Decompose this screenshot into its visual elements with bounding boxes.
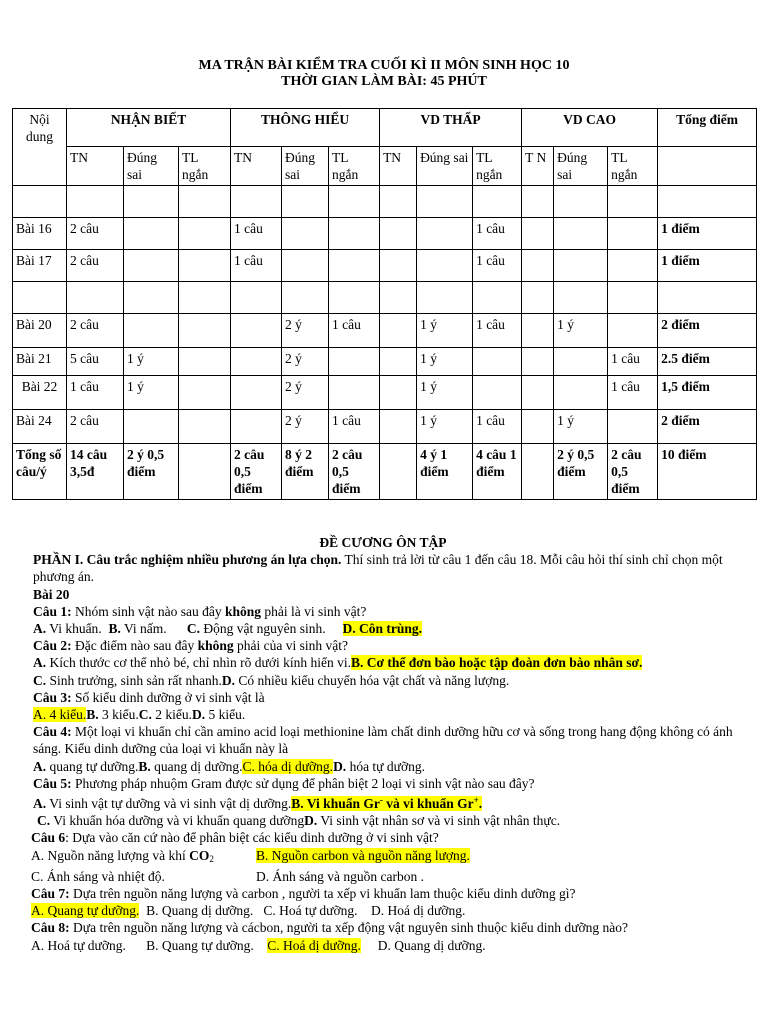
document-title: MA TRẬN BÀI KIỂM TRA CUỐI KÌ II MÔN SINH HỌC 10 [198,58,570,73]
table-cell [329,250,380,282]
table-cell [282,218,329,250]
total-row-label: Tổng số câu/ý [13,444,67,500]
question-6: Câu 6: Dựa vào căn cứ nào để phân biệt các kiểu dinh dưỡng ở vi sinh vật? [31,830,439,846]
header-total: Tổng điểm [658,109,757,147]
table-cell: 2 câu [67,250,124,282]
subheader-cell: T N [522,147,554,186]
subheader-cell: Đúng sai [282,147,329,186]
row-total: 1 điểm [658,218,757,250]
table-cell [554,376,608,410]
table-cell [554,186,608,218]
table-cell [417,282,473,314]
table-cell [608,218,658,250]
table-cell: 2 câu [67,314,124,348]
subheader-cell: TL ngắn [329,147,380,186]
table-cell [380,376,417,410]
total-cell: 4 ý 1 điểm [417,444,473,500]
table-cell [179,250,231,282]
table-cell: 2 ý [282,410,329,444]
total-cell: 2 câu 0,5 điểm [329,444,380,500]
table-cell: 1 câu [473,410,522,444]
table-cell: 1 ý [417,348,473,376]
table-cell [124,218,179,250]
table-cell [380,282,417,314]
table-cell [473,376,522,410]
table-cell [67,282,124,314]
subheader-cell: TN [67,147,124,186]
table-cell [179,314,231,348]
table-cell [124,250,179,282]
table-cell: 1 câu [608,348,658,376]
table-cell [473,348,522,376]
table-cell: 1 câu [67,376,124,410]
table-cell: 2 câu [67,410,124,444]
table-cell [417,250,473,282]
table-cell [329,218,380,250]
table-cell [179,348,231,376]
table-row [13,186,757,218]
question-6-options-ab: A. Nguồn năng lượng và khí $CO_2$ B. Nguồn carbon và nguồn năng lượng. [31,847,470,864]
table-cell [608,186,658,218]
table-cell: 1 ý [554,314,608,348]
table-row [13,282,757,314]
table-cell: 1 câu [608,376,658,410]
question-5-options-ab: A. Vi sinh vật tự dưỡng và vi sinh vật dị dưỡng.B. Vi khuẩn Gr- và vi khuẩn Gr+. [33,795,483,812]
row-total: 2 điểm [658,314,757,348]
total-cell: 2 câu 0,5 điểm [231,444,282,500]
table-cell [473,186,522,218]
q3-answer-highlight: A. 4 kiểu. [33,707,87,723]
assessment-matrix-table [12,108,757,500]
table-cell [380,186,417,218]
row-label: Bài 24 [13,410,67,444]
total-cell [522,444,554,500]
table-cell [522,314,554,348]
header-vd-cao: VD CAO [522,109,658,147]
table-cell [554,218,608,250]
table-cell: 1 ý [417,314,473,348]
table-cell [608,410,658,444]
table-cell [124,186,179,218]
table-cell: 1 câu [231,250,282,282]
table-cell [380,218,417,250]
row-label [13,186,67,218]
subheader-cell: TL ngắn [608,147,658,186]
table-row [13,376,757,410]
question-5: Câu 5: Phương pháp nhuộm Gram được sử dụng để phân biệt 2 loại vi sinh vật nào sau đây? [33,775,535,791]
table-cell [380,348,417,376]
table-cell: 1 câu [231,218,282,250]
question-8-options: A. Hoá tự dưỡng. B. Quang tự dưỡng. C. Hoá dị dưỡng. D. Quang dị dưỡng. [31,937,486,953]
subheader-cell: TN [380,147,417,186]
table-cell: 1 ý [554,410,608,444]
question-5-options-cd: C. Vi khuẩn hóa dưỡng và vi khuẩn quang dưỡngD. Vi sinh vật nhân sơ và vi sinh vật nhân thực. [37,813,561,829]
table-cell [231,376,282,410]
subheader-cell: TL ngắn [473,147,522,186]
table-cell [522,376,554,410]
table-cell: 1 câu [329,410,380,444]
q2-answer-highlight: B. Cơ thể đơn bào hoặc tập đoàn đơn bào nhân sơ. [351,655,643,671]
grand-total: 10 điểm [658,444,757,500]
question-4-options: A. quang tự dưỡng.B. quang dị dưỡng.C. hóa dị dưỡng.D. hóa tự dưỡng. [33,758,425,774]
subheader-cell: Đúng sai [417,147,473,186]
table-cell [231,282,282,314]
table-cell [282,250,329,282]
table-cell [417,186,473,218]
subheader-cell: TL ngắn [179,147,231,186]
total-cell: 2 ý 0,5 điểm [124,444,179,500]
table-cell: 1 câu [473,250,522,282]
subheader-cell: TN [231,147,282,186]
total-cell [380,444,417,500]
table-cell: 2 ý [282,376,329,410]
table-cell [231,314,282,348]
table-row [13,250,757,282]
total-cell: 2 ý 0,5 điểm [554,444,608,500]
row-total [658,282,757,314]
header-thong-hieu: THÔNG HIỂU [231,109,380,147]
table-cell [231,186,282,218]
table-cell [554,348,608,376]
lesson-heading: Bài 20 [33,586,70,602]
row-label: Bài 22 [13,376,67,410]
table-cell: 1 câu [329,314,380,348]
table-cell: 5 câu [67,348,124,376]
question-2-options-ab: A. Kích thước cơ thể nhỏ bé, chỉ nhìn rõ dưới kính hiển vi.B. Cơ thể đơn bào hoặc tập đoàn đơn bào nhân sơ. [33,655,643,671]
table-cell [522,186,554,218]
table-cell [329,186,380,218]
table-cell [608,250,658,282]
table-cell [417,218,473,250]
q8-answer-highlight: C. Hoá dị dưỡng. [267,937,361,953]
question-7-options: A. Quang tự dưỡng. B. Quang dị dưỡng. C. Hoá tự dưỡng. D. Hoá dị dưỡng. [31,903,466,919]
question-4: Câu 4: Một loại vi khuẩn chỉ cần amino acid loại methionine làm chất dinh dưỡng hữu cơ và sống trong hang động không có ánh sáng. Kiểu dinh dưỡng của loại vi khuẩn này là [33,724,733,757]
header-vd-thap: VD THẤP [380,109,522,147]
table-cell [282,186,329,218]
table-cell [329,282,380,314]
row-label: Bài 20 [13,314,67,348]
row-label: Bài 17 [13,250,67,282]
table-cell [329,376,380,410]
table-cell [522,250,554,282]
table-cell [380,410,417,444]
table-cell [380,250,417,282]
total-cell: 2 câu 0,5 điểm [608,444,658,500]
table-cell [124,282,179,314]
q7-answer-highlight: A. Quang tự dưỡng. [31,903,140,919]
row-total [658,186,757,218]
question-1: Câu 1: Nhóm sinh vật nào sau đây không phải là vi sinh vật? [33,603,367,619]
question-1-options: A. Vi khuẩn. B. Vi nấm. C. Động vật nguyên sinh. D. Côn trùng. [33,621,423,637]
table-cell: 2 ý [282,314,329,348]
table-cell [554,282,608,314]
table-cell [522,348,554,376]
table-row [13,218,757,250]
row-total: 2.5 điểm [658,348,757,376]
document-subtitle: THỜI GIAN LÀM BÀI: 45 PHÚT [281,74,487,89]
table-row [13,314,757,348]
table-cell [67,186,124,218]
table-cell [522,282,554,314]
table-cell [608,282,658,314]
header-content: Nội dung [13,109,67,186]
study-outline [33,534,733,954]
table-cell [179,186,231,218]
table-subheader-row [13,147,757,186]
row-total: 1 điểm [658,250,757,282]
table-cell: 1 câu [473,314,522,348]
table-cell [124,410,179,444]
row-label: Bài 21 [13,348,67,376]
row-label [13,282,67,314]
question-3-options: A. 4 kiểu.B. 3 kiểu.C. 2 kiểu.D. 5 kiểu. [33,707,246,723]
header-nhan-biet: NHẬN BIẾT [67,109,231,147]
question-3: Câu 3: Số kiểu dinh dưỡng ở vi sinh vật là [33,689,265,705]
q6-answer-highlight: B. Nguồn carbon và nguồn năng lượng. [256,847,470,863]
table-cell [231,348,282,376]
table-cell [124,314,179,348]
subheader-cell: Đúng sai [124,147,179,186]
q1-answer-highlight: D. Côn trùng. [342,621,423,637]
table-cell [522,218,554,250]
table-cell [179,282,231,314]
total-cell: 8 ý 2 điểm [282,444,329,500]
table-cell [380,314,417,348]
table-cell: 1 ý [124,348,179,376]
table-header-row [13,109,757,147]
table-cell [608,314,658,348]
outline-title: ĐỀ CƯƠNG ÔN TẬP [319,535,447,550]
subheader-cell [658,147,757,186]
question-6-options-cd: C. Ánh sáng và nhiệt độ. D. Ánh sáng và nguồn carbon . [31,868,424,884]
subheader-cell: Đúng sai [554,147,608,186]
question-2-options-cd: C. Sinh trưởng, sinh sản rất nhanh.D. Có nhiều kiểu chuyển hóa vật chất và năng lượng. [33,672,510,688]
row-label: Bài 16 [13,218,67,250]
question-8: Câu 8: Dựa trên nguồn năng lượng và cácbon, người ta xếp động vật nguyên sinh thuộc kiểu dinh dưỡng nào? [31,920,628,936]
table-cell: 1 câu [473,218,522,250]
table-cell [282,282,329,314]
table-cell: 1 ý [417,410,473,444]
row-total: 2 điểm [658,410,757,444]
table-cell [554,250,608,282]
table-cell [329,348,380,376]
row-total: 1,5 điểm [658,376,757,410]
table-cell [231,410,282,444]
table-cell: 2 ý [282,348,329,376]
table-row [13,348,757,376]
table-cell [179,218,231,250]
table-cell: 1 ý [417,376,473,410]
table-row [13,410,757,444]
table-cell: 1 ý [124,376,179,410]
total-cell: 4 câu 1 điểm [473,444,522,500]
total-cell: 14 câu 3,5đ [67,444,124,500]
question-7: Câu 7: Dựa trên nguồn năng lượng và carbon , người ta xếp vi khuẩn lam thuộc kiểu dinh dưỡng gì? [31,886,576,902]
table-total-row [13,444,757,500]
question-2: Câu 2: Đặc điểm nào sau đây không phải của vi sinh vật? [33,638,348,654]
table-cell [179,410,231,444]
table-cell [522,410,554,444]
total-cell [179,444,231,500]
table-cell [473,282,522,314]
q4-answer-highlight: C. hóa dị dưỡng. [242,758,334,774]
table-cell: 2 câu [67,218,124,250]
part1-instruction: PHẦN I. Câu trắc nghiệm nhiều phương án lựa chọn. Thí sinh trả lời từ câu 1 đến câu 18. Mỗi câu hỏi thí sinh chỉ chọn một phương án. [33,552,723,585]
table-cell [179,376,231,410]
q5-answer-highlight: B. Vi khuẩn Gr- và vi khuẩn Gr+. [291,795,483,812]
